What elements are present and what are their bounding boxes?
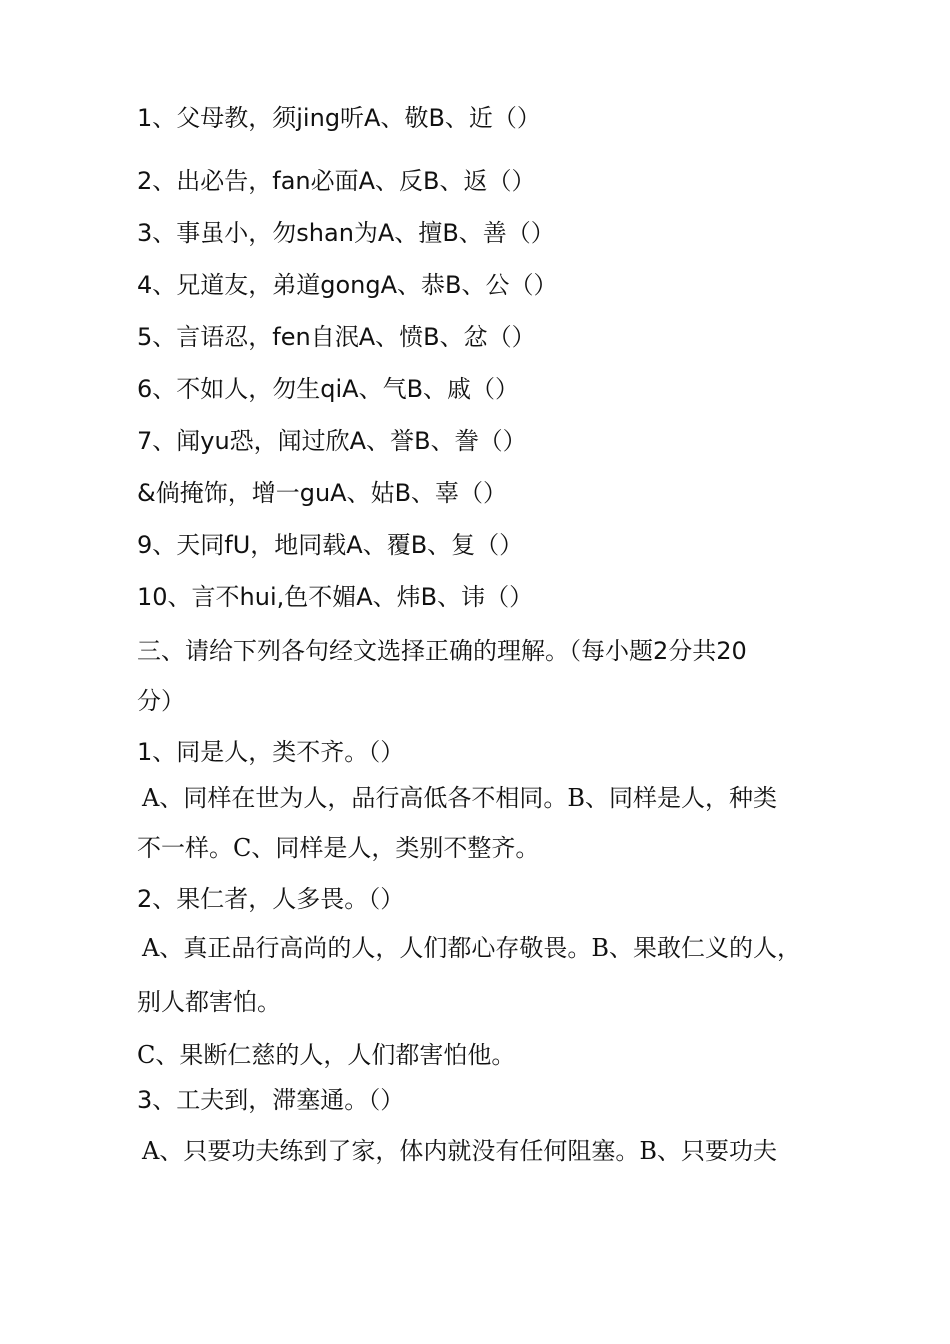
s3-q3-options: A、只要功夫练到了家，体内就没有任何阻塞。B、只要功夫	[142, 1137, 777, 1165]
question-9: 9、天同fU，地同载A、覆B、复（）	[137, 531, 524, 559]
question-8: &倘掩饰，增一guA、姑B、辜（）	[137, 479, 508, 507]
question-1: 1、父母教，须jing听A、敬B、近（）	[137, 104, 541, 132]
section3-heading: 三、请给下列各句经文选择正确的理解。（每小题2分共20	[137, 637, 747, 665]
s3-q1-options: A、同样在世为人，品行高低各不相同。B、同样是人，种类	[142, 784, 777, 812]
question-5: 5、言语忍，fen自泯A、愤B、忿（）	[137, 323, 536, 351]
s3-q1-options-cont: 不一样。C、同样是人，类别不整齐。	[137, 834, 540, 862]
s3-q2-option-c: C、果断仁慈的人，人们都害怕他。	[137, 1041, 516, 1069]
question-10: 10、言不hui,色不媚A、炜B、讳（）	[137, 583, 534, 611]
s3-q2-options: A、真正品行高尚的人，人们都心存敬畏。B、果敢仁义的人，	[142, 934, 801, 962]
question-2: 2、出必告，fan必面A、反B、返（）	[137, 167, 536, 195]
s3-q2-options-cont: 别人都害怕。	[137, 988, 281, 1016]
question-6: 6、不如人，勿生qiA、气B、戚（）	[137, 375, 520, 403]
s3-question-1: 1、同是人，类不齐。（）	[137, 738, 405, 766]
question-7: 7、闻yu恐，闻过欣A、誉B、誊（）	[137, 427, 527, 455]
question-4: 4、兄道友，弟道gongA、恭B、公（）	[137, 271, 558, 299]
s3-question-2: 2、果仁者，人多畏。（）	[137, 885, 405, 913]
section3-heading-cont: 分）	[137, 687, 185, 715]
question-3: 3、事虽小，勿shan为A、擅B、善（）	[137, 219, 555, 247]
s3-question-3: 3、工夫到，滞塞通。（）	[137, 1086, 405, 1114]
